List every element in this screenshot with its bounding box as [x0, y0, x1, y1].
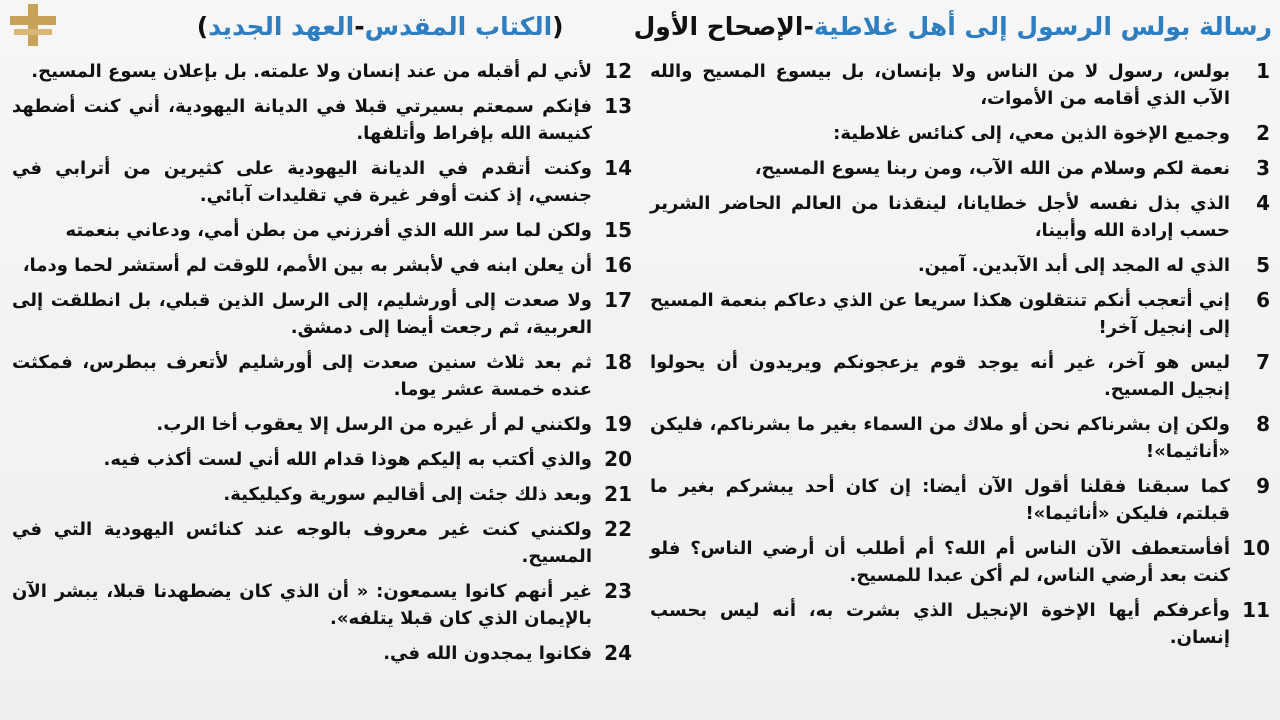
paren-close: )	[196, 11, 209, 41]
verse	[12, 446, 632, 473]
verse-text: لأني لم أقبله من عند إنسان ولا علمته. بل بإعلان يسوع المسيح.	[31, 61, 592, 82]
verse-text: ولكنني كنت غير معروف بالوجه عند كنائس اليهودية التي في المسيح.	[12, 519, 592, 567]
verse-text: وكنت أتقدم في الديانة اليهودية على كثيرين من أترابي في جنسي، إذ كنت أوفر غيرة في تقليدات آبائي.	[12, 158, 592, 206]
verse	[650, 252, 1270, 279]
verse	[12, 252, 632, 279]
verse	[12, 516, 632, 570]
verse	[12, 155, 632, 209]
verse-text: غير أنهم كانوا يسمعون: « أن الذي كان يضطهدنا قبلا، يبشر الآن بالإيمان الذي كان قبلا يتلفه».	[12, 581, 592, 629]
verse	[650, 535, 1270, 589]
verse-number: 4	[1256, 191, 1270, 215]
verse-number: 3	[1256, 156, 1270, 180]
verse-number: 21	[604, 482, 632, 506]
verse-text: فكانوا يمجدون الله في.	[383, 643, 592, 664]
verse	[650, 155, 1270, 182]
verse-number: 5	[1256, 253, 1270, 277]
verse-text: ليس هو آخر، غير أنه يوجد قوم يزعجونكم ويريدون أن يحولوا إنجيل المسيح.	[650, 352, 1230, 400]
verse	[650, 287, 1270, 341]
left-verse-column	[12, 58, 632, 675]
verse	[650, 411, 1270, 465]
verse-text: والذي أكتب به إليكم هوذا قدام الله أني لست أكذب فيه.	[103, 449, 592, 470]
verse-number: 2	[1256, 121, 1270, 145]
verse-text: ولكن لما سر الله الذي أفرزني من بطن أمي، ودعاني بنعمته	[65, 220, 592, 241]
testament-title: العهد الجديد	[208, 11, 355, 41]
verse	[650, 349, 1270, 403]
verse	[650, 597, 1270, 651]
verse-number: 11	[1242, 598, 1270, 622]
verse-number: 13	[604, 94, 632, 118]
verse-number: 24	[604, 641, 632, 665]
verse-text: نعمة لكم وسلام من الله الآب، ومن ربنا يسوع المسيح،	[754, 158, 1230, 179]
verse-number: 12	[604, 59, 632, 83]
page-header	[70, 0, 1272, 52]
verse-text: بولس، رسول لا من الناس ولا بإنسان، بل بيسوع المسيح والله الآب الذي أقامه من الأموات،	[650, 61, 1230, 109]
verse	[12, 58, 632, 85]
verse	[12, 578, 632, 632]
verse-number: 7	[1256, 350, 1270, 374]
epistle-title: رسالة بولس الرسول إلى أهل غلاطية	[813, 11, 1272, 41]
verse-number: 19	[604, 412, 632, 436]
book-separator: -	[354, 11, 365, 41]
verse-number: 23	[604, 579, 632, 603]
verse	[12, 481, 632, 508]
verse-text: ولكن إن بشرناكم نحن أو ملاك من السماء بغير ما بشرناكم، فليكن «أناثيما»!	[650, 414, 1230, 462]
verse-text: ثم بعد ثلاث سنين صعدت إلى أورشليم لأتعرف ببطرس، فمكثت عنده خمسة عشر يوما.	[12, 352, 592, 400]
verse	[12, 287, 632, 341]
verse	[12, 93, 632, 147]
right-verse-column	[650, 58, 1270, 659]
paren-open: (	[552, 11, 564, 41]
cross-logo-icon	[4, 2, 62, 48]
verse-number: 1	[1256, 59, 1270, 83]
verse-text: ولكنني لم أر غيره من الرسل إلا يعقوب أخا الرب.	[156, 414, 592, 435]
verse-text: كما سبقنا فقلنا أقول الآن أيضا: إن كان أحد يبشركم بغير ما قبلتم، فليكن «أناثيما»!	[650, 476, 1230, 524]
verse-number: 6	[1256, 288, 1270, 312]
verse-text: أن يعلن ابنه في لأبشر به بين الأمم، للوقت لم أستشر لحما ودما،	[22, 255, 592, 276]
verse-text: ولا صعدت إلى أورشليم، إلى الرسل الذين قبلي، بل انطلقت إلى العربية، ثم رجعت أيضا إلى دمشق.	[12, 290, 592, 338]
verse	[650, 120, 1270, 147]
title-separator: -	[803, 11, 814, 41]
verse	[12, 640, 632, 667]
verse	[12, 411, 632, 438]
verse-text: إني أتعجب أنكم تنتقلون هكذا سريعا عن الذي دعاكم بنعمة المسيح إلى إنجيل آخر!	[650, 290, 1230, 338]
verse-text: أفأستعطف الآن الناس أم الله؟ أم أطلب أن أرضي الناس؟ فلو كنت بعد أرضي الناس، لم أكن عبدا للمسيح.	[650, 538, 1230, 586]
verse-number: 14	[604, 156, 632, 180]
verse-number: 18	[604, 350, 632, 374]
verse-text: وجميع الإخوة الذين معي، إلى كنائس غلاطية:	[833, 123, 1230, 144]
verse	[650, 190, 1270, 244]
verse-number: 20	[604, 447, 632, 471]
verse-number: 16	[604, 253, 632, 277]
verse	[650, 58, 1270, 112]
verse-number: 15	[604, 218, 632, 242]
verse	[12, 217, 632, 244]
verse-number: 8	[1256, 412, 1270, 436]
chapter-title: الإصحاح الأول	[633, 11, 804, 41]
verse	[12, 349, 632, 403]
verse-text: فإنكم سمعتم بسيرتي قبلا في الديانة اليهودية، أني كنت أضطهد كنيسة الله بإفراط وأتلفها.	[12, 96, 592, 144]
verse	[650, 473, 1270, 527]
verse-number: 22	[604, 517, 632, 541]
verse-number: 17	[604, 288, 632, 312]
verse-text: الذي له المجد إلى أبد الآبدين. آمين.	[917, 255, 1230, 276]
verse-number: 10	[1242, 536, 1270, 560]
verse-text: الذي بذل نفسه لأجل خطايانا، لينقذنا من العالم الحاضر الشرير حسب إرادة الله وأبينا،	[650, 193, 1230, 241]
verse-number: 9	[1256, 474, 1270, 498]
book-title: الكتاب المقدس	[364, 11, 553, 41]
verse-text: وبعد ذلك جئت إلى أقاليم سورية وكيليكية.	[223, 484, 592, 505]
verse-text: وأعرفكم أيها الإخوة الإنجيل الذي بشرت به، أنه ليس بحسب إنسان.	[650, 600, 1230, 648]
